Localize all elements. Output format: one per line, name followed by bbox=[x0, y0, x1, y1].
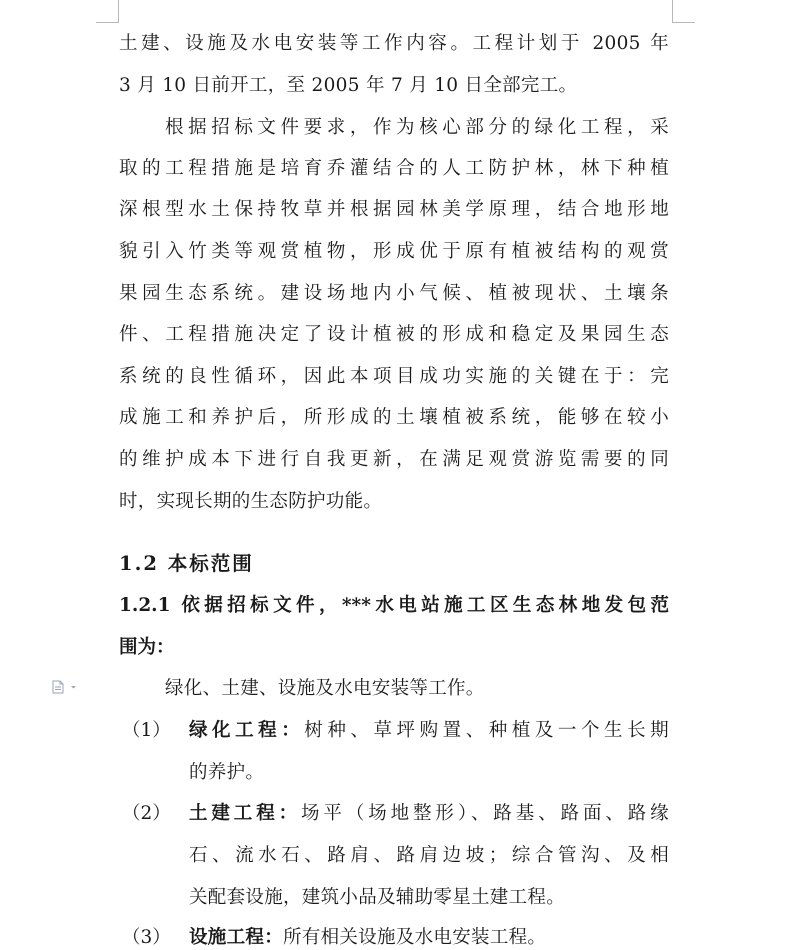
paragraph-line: 根据招标文件要求，作为核心部分的绿化工程，采 bbox=[165, 117, 669, 138]
paragraph-line: 的维护成本下进行自我更新，在满足观赏游览需要的同 bbox=[119, 449, 669, 470]
item-line: 石、流水石、路肩、路肩边坡；综合管沟、及相 bbox=[189, 845, 669, 866]
item-title: 绿化工程： bbox=[189, 720, 305, 741]
paragraph-line: 时，实现长期的生态防护功能。 bbox=[119, 491, 383, 512]
paragraph-line: 取的工程措施是培育乔灌结合的人工防护林，林下种植 bbox=[119, 158, 669, 179]
section-heading: 1.2 本标范围 bbox=[119, 552, 254, 575]
paragraph-line: 土建、设施及水电安装等工作内容。工程计划于 2005 年 bbox=[119, 33, 669, 54]
item-line: 关配套设施，建筑小品及辅助零星土建工程。 bbox=[189, 887, 566, 908]
page-corner-mark-right bbox=[672, 0, 695, 23]
paragraph-line: 成施工和养护后，所形成的土壤植被系统，能够在较小 bbox=[119, 407, 669, 428]
item-line: 的养护。 bbox=[189, 762, 265, 783]
scope-intro: 绿化、土建、设施及水电安装等工作。 bbox=[165, 678, 485, 699]
document-paragraph-icon[interactable] bbox=[52, 680, 80, 694]
paragraph-line: 深根型水土保持牧草并根据园林美学原理，结合地形地 bbox=[119, 199, 669, 220]
item-text: 树种、草坪购置、种植及一个生长期 bbox=[304, 720, 669, 741]
item-number: （2） bbox=[122, 803, 171, 824]
item-text: 所有相关设施及水电安装工程。 bbox=[283, 927, 547, 948]
page-corner-mark-left bbox=[96, 0, 119, 23]
item-title: 设施工程： bbox=[189, 927, 284, 948]
paragraph-line: 貌引入竹类等观赏植物，形成优于原有植被结构的观赏 bbox=[119, 241, 669, 262]
subsection-heading-line: 1.2.1 依据招标文件，***水电站施工区生态林地发包范 bbox=[119, 595, 669, 616]
subsection-heading-line: 围为： bbox=[119, 637, 175, 658]
item-text: 场平（场地整形）、路基、路面、路缘 bbox=[301, 803, 669, 824]
paragraph-line: 果园生态系统。建设场地内小气候、植被现状、土壤条 bbox=[119, 283, 669, 304]
item-line bbox=[189, 719, 669, 743]
item-number: （3） bbox=[122, 927, 171, 948]
paragraph-line: 3 月 10 日前开工，至 2005 年 7 月 10 日全部完工。 bbox=[119, 75, 578, 96]
item-line bbox=[189, 802, 669, 826]
paragraph-line: 件、工程措施决定了设计植被的形成和稳定及果园生态 bbox=[119, 324, 669, 345]
item-title: 土建工程： bbox=[189, 803, 302, 824]
item-number: （1） bbox=[122, 720, 171, 741]
paragraph-line: 系统的良性循环，因此本项目成功实施的关键在于：完 bbox=[119, 366, 669, 387]
item-line bbox=[189, 926, 669, 950]
